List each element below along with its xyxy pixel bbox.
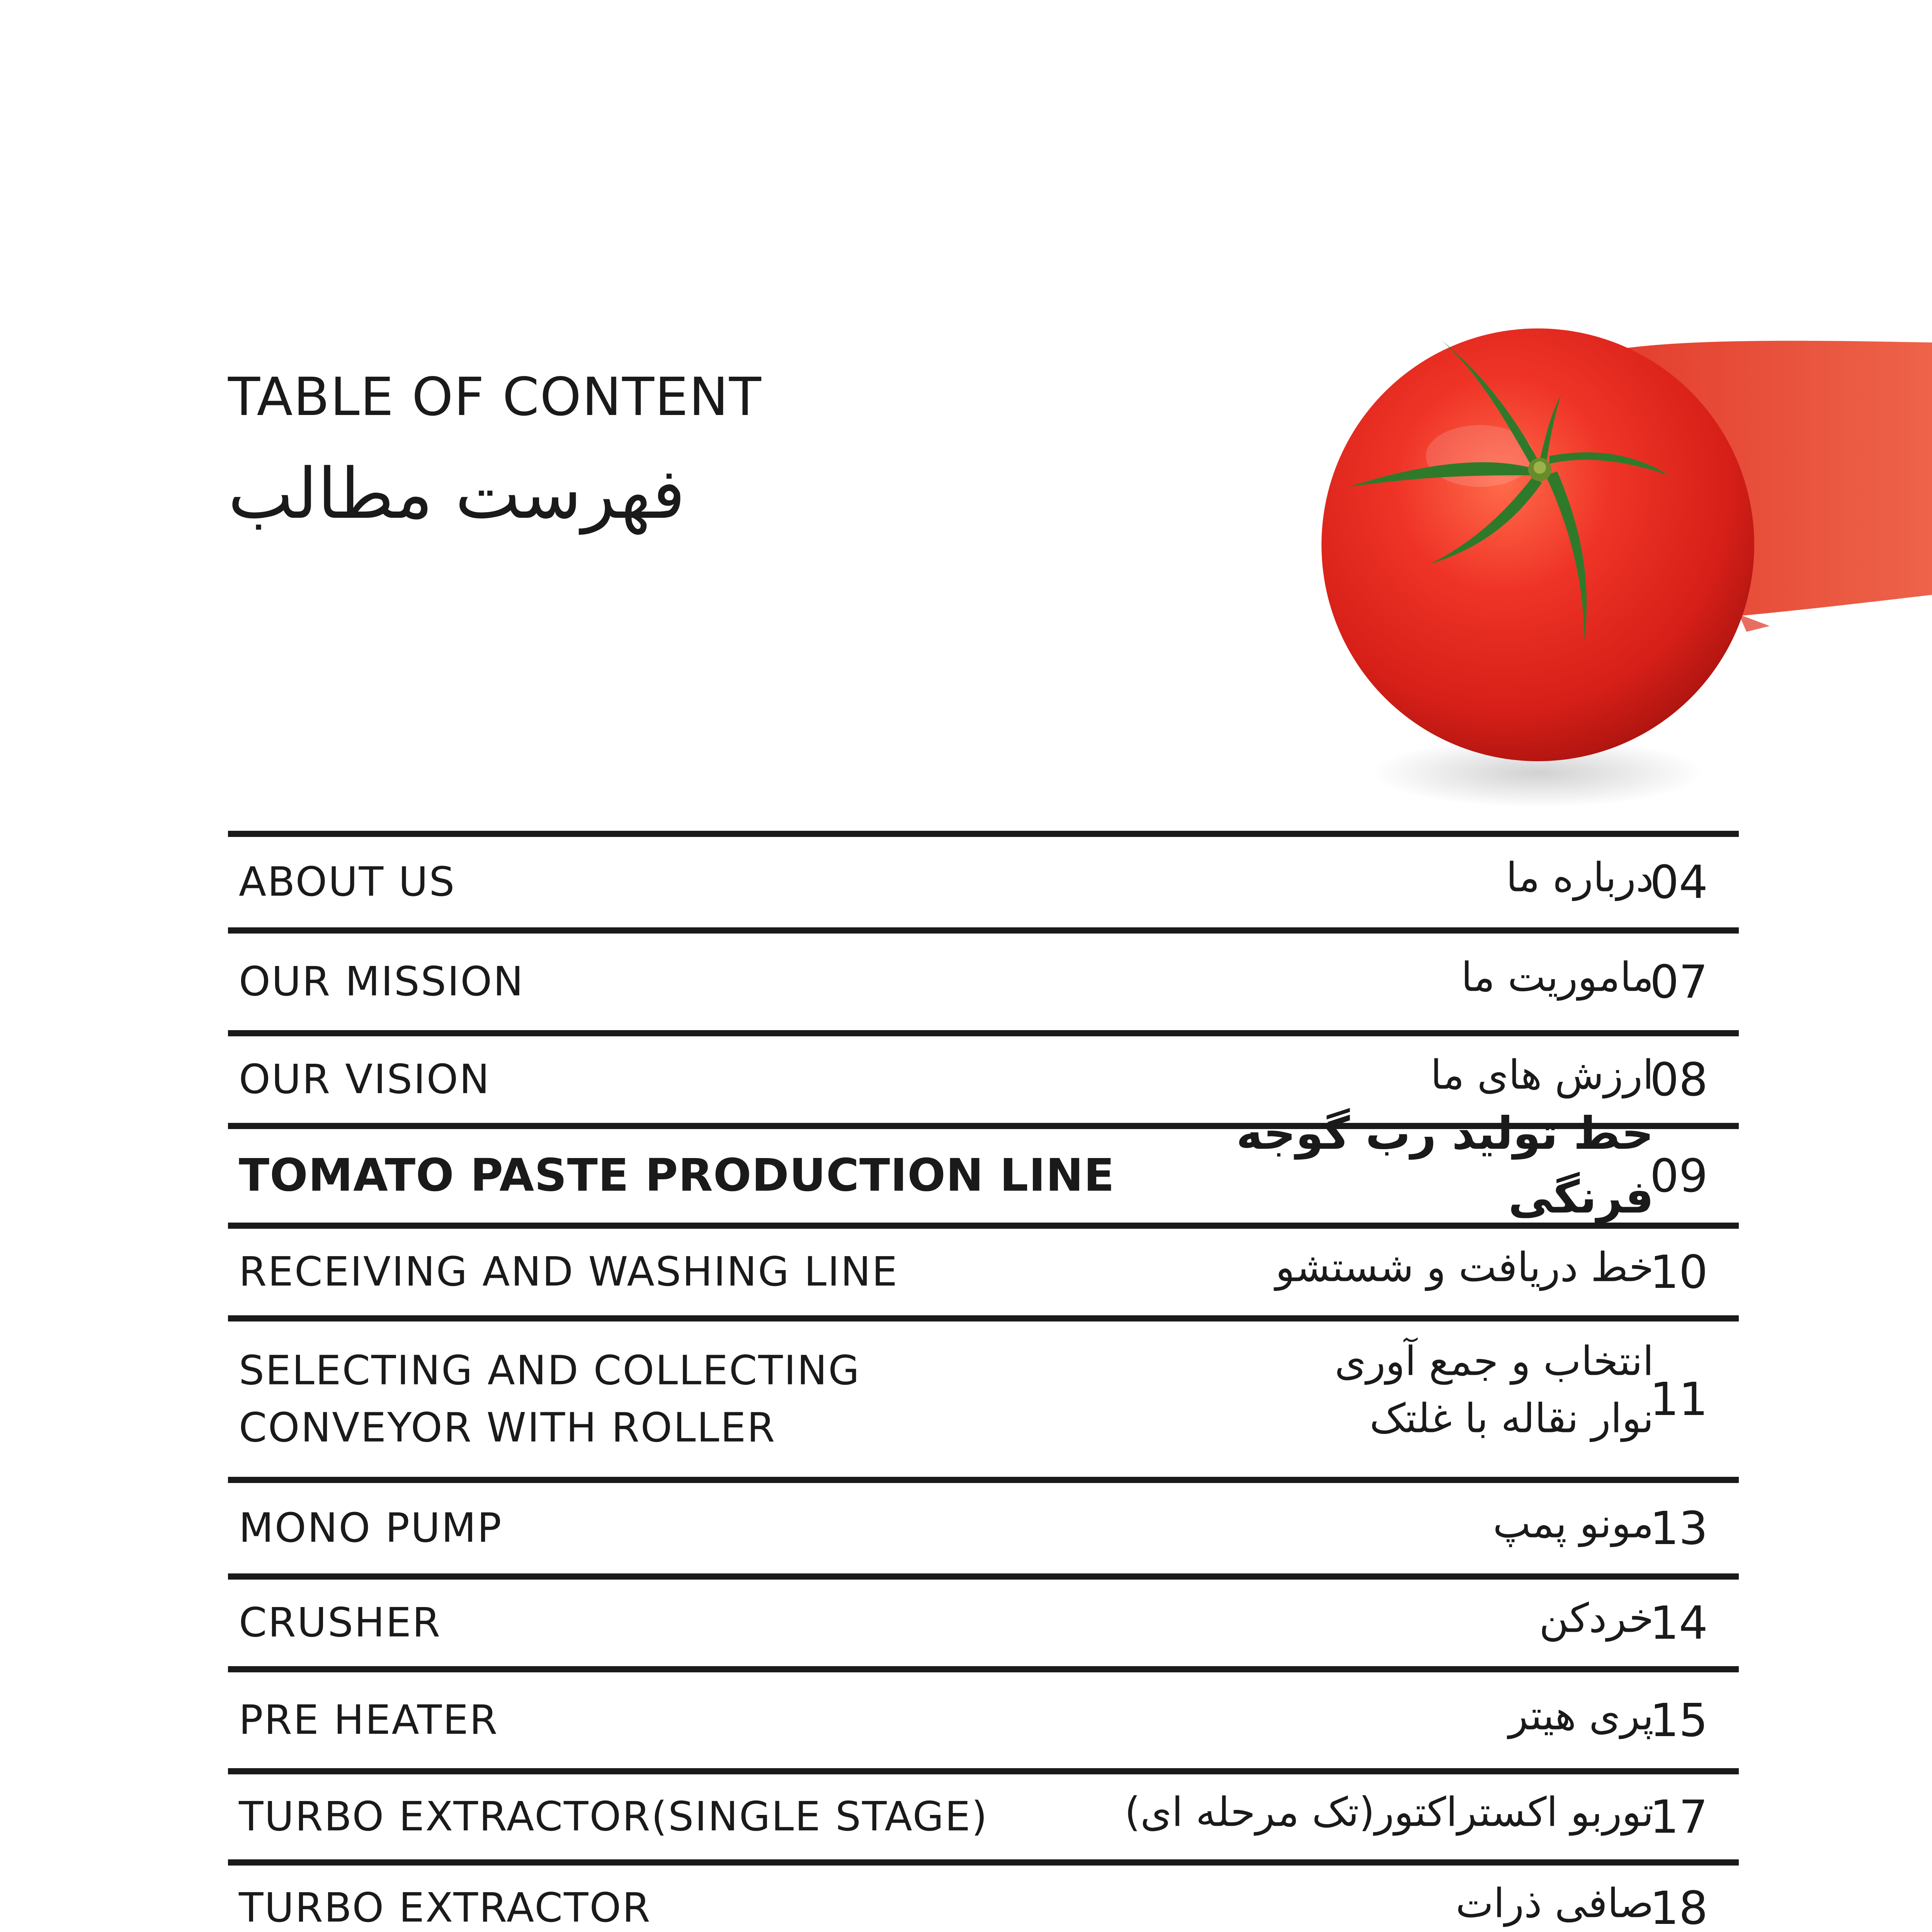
- toc-page-number: 10: [1650, 1245, 1708, 1299]
- toc-title-english: OUR VISION: [239, 1056, 491, 1103]
- toc-title-persian: ماموریت ما: [1461, 953, 1654, 1001]
- toc-title-english: TURBO EXTRACTOR(SINGLE STAGE): [239, 1793, 988, 1840]
- toc-title-persian: پری هیتر: [1509, 1692, 1654, 1739]
- toc-title-persian: خردکن: [1539, 1594, 1654, 1642]
- toc-row[interactable]: [228, 831, 1739, 927]
- toc-title-persian: ارزش های ما: [1430, 1051, 1654, 1099]
- toc-row[interactable]: [228, 1107, 1739, 1223]
- toc-page-number: 13: [1650, 1502, 1708, 1555]
- toc-title-persian: خط دریافت و شستشو: [1275, 1243, 1654, 1291]
- toc-title-english: TOMATO PASTE PRODUCTION LINE: [239, 1149, 1115, 1202]
- toc-title-english: MONO PUMP: [239, 1504, 503, 1552]
- toc-title-english: PRE HEATER: [239, 1696, 499, 1744]
- toc-page-number: 04: [1650, 855, 1708, 909]
- toc-row[interactable]: [228, 1859, 1739, 1932]
- toc-page-number: 08: [1650, 1053, 1708, 1106]
- toc-row[interactable]: [228, 1768, 1739, 1859]
- toc-title-persian: صافی ذرات: [1456, 1879, 1654, 1927]
- toc-page-number: 11: [1650, 1372, 1708, 1426]
- toc-title-persian: توربو اکستراکتور(تک مرحله ای): [1124, 1788, 1654, 1836]
- toc-page-number: 15: [1650, 1694, 1708, 1747]
- toc-row[interactable]: [228, 1315, 1739, 1477]
- toc-title-english: OUR MISSION: [239, 958, 525, 1005]
- toc-page-number: 17: [1650, 1790, 1708, 1844]
- toc-title-persian: خط تولید رب گوجه فرنگی: [1236, 1107, 1654, 1223]
- toc-row[interactable]: [228, 1666, 1739, 1768]
- toc-page-number: 18: [1650, 1881, 1708, 1932]
- toc-page-number: 09: [1650, 1149, 1708, 1202]
- toc-title-persian: مونو پمپ: [1493, 1500, 1654, 1547]
- toc-page-number: 14: [1650, 1596, 1708, 1650]
- toc-row[interactable]: [228, 927, 1739, 1030]
- toc-title-persian: انتخاب و جمع آوری نوار نقاله با غلتک: [1335, 1337, 1654, 1442]
- toc-title-english: TURBO EXTRACTOR: [239, 1884, 651, 1932]
- heading-english: TABLE OF CONTENT: [228, 367, 762, 428]
- heading-persian: فهرست مطالب: [228, 454, 685, 534]
- tomato-illustration: [1314, 294, 1932, 835]
- toc-title-english: CRUSHER: [239, 1599, 442, 1646]
- tomato-body: [1321, 328, 1754, 761]
- toc-title-english: SELECTING AND COLLECTING CONVEYOR WITH ROLLER: [239, 1347, 861, 1451]
- toc-title-english: RECEIVING AND WASHING LINE: [239, 1248, 899, 1296]
- toc-title-persian: درباره ما: [1506, 854, 1654, 901]
- toc-row[interactable]: [228, 1573, 1739, 1666]
- toc-page-number: 07: [1650, 955, 1708, 1009]
- toc-row[interactable]: [228, 1223, 1739, 1315]
- toc-table: [228, 831, 1739, 1932]
- toc-row[interactable]: [228, 1477, 1739, 1573]
- toc-title-english: ABOUT US: [239, 858, 456, 906]
